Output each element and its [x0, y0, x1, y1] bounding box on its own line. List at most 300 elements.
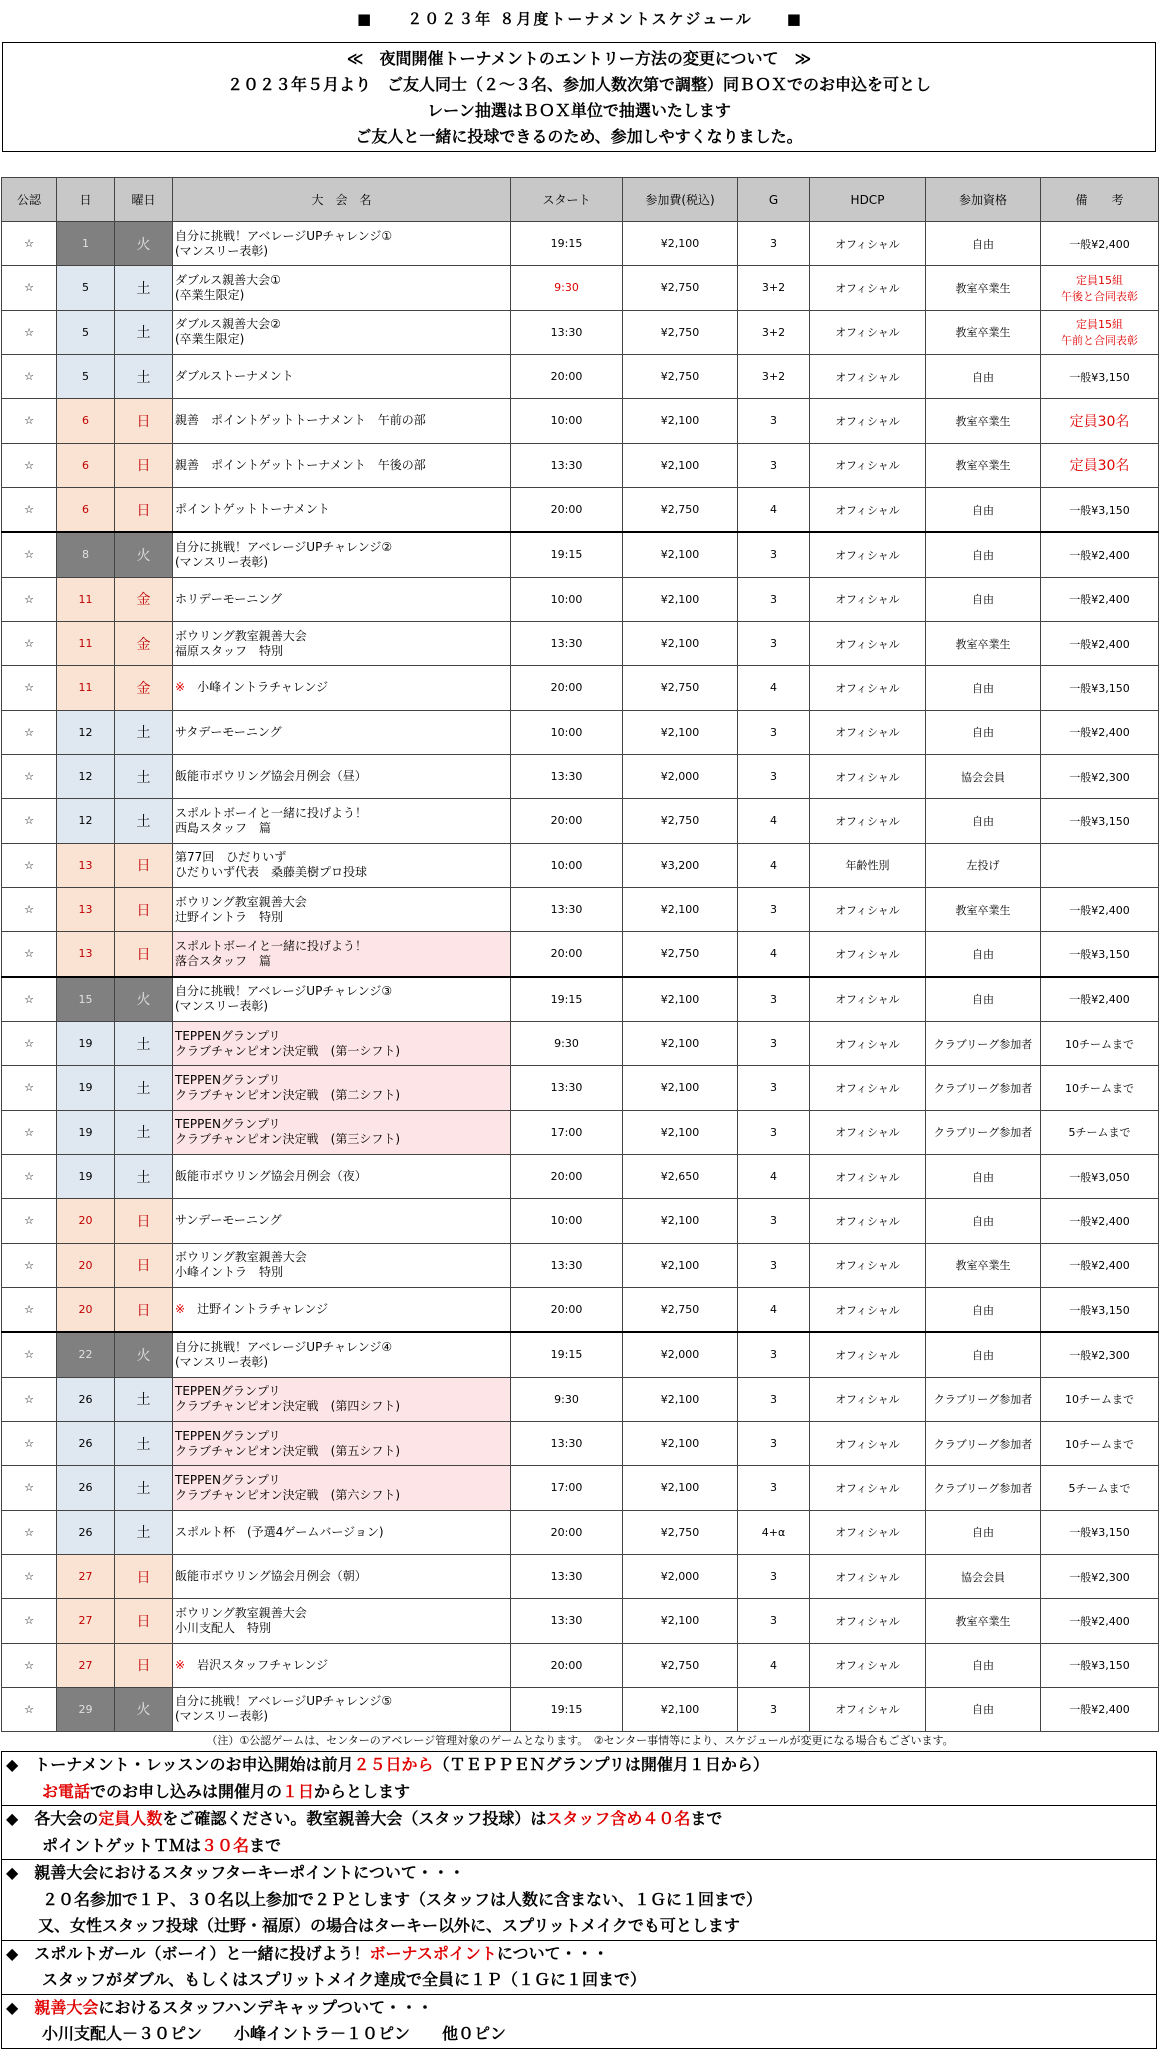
table-row — [2, 1021, 1159, 1065]
start-time-cell: 13:30 — [511, 1599, 623, 1643]
event-name-cell — [173, 1243, 511, 1287]
start-time-cell: 20:00 — [511, 1287, 623, 1332]
info-line: 又、女性スタッフ投球（辻野・福原）の場合はターキー以外に、スプリットメイクでも可とします — [38, 1916, 740, 1935]
remarks-line: 一般¥2,400 — [1069, 237, 1130, 251]
games-cell: 3 — [738, 1066, 810, 1110]
table-row — [2, 932, 1159, 977]
event-name-cell — [173, 977, 511, 1022]
remarks-line: 一般¥3,150 — [1069, 681, 1130, 695]
remarks-cell — [1041, 887, 1159, 931]
start-time-cell: 19:15 — [511, 977, 623, 1022]
event-name-text: 自分に挑戦！アベレージUPチャレンジ③ — [175, 984, 393, 999]
fee-cell: ¥3,200 — [623, 843, 738, 887]
day-cell: 19 — [57, 1066, 115, 1110]
qualification-cell: 教室卒業生 — [926, 621, 1041, 665]
event-subname-line: ひだりいず代表 桑藤美樹プロ投球 — [175, 865, 368, 880]
fee-cell: ¥2,750 — [623, 487, 738, 532]
remarks-cell — [1041, 621, 1159, 665]
qualification-cell: 自由 — [926, 932, 1041, 977]
event-name-cell — [173, 354, 511, 398]
qualification-cell: クラブリーグ参加者 — [926, 1066, 1041, 1110]
remarks-cell — [1041, 487, 1159, 532]
official-star-cell: ☆ — [2, 1687, 57, 1731]
table-row — [2, 754, 1159, 798]
event-name-line — [175, 317, 510, 332]
event-name-cell — [173, 532, 511, 577]
day-cell: 6 — [57, 399, 115, 443]
day-cell: 27 — [57, 1599, 115, 1643]
remarks-cell — [1041, 1287, 1159, 1332]
event-name-cell — [173, 1554, 511, 1598]
event-name-text: スポルト杯 (予選4ゲームバージョン) — [175, 1524, 384, 1539]
games-cell: 3 — [738, 1110, 810, 1154]
remarks-cell — [1041, 222, 1159, 266]
official-star-cell: ☆ — [2, 1377, 57, 1421]
hdcp-cell: オフィシャル — [810, 1287, 926, 1332]
start-time-cell: 20:00 — [511, 1154, 623, 1198]
hdcp-cell: オフィシャル — [810, 1687, 926, 1731]
hdcp-cell: オフィシャル — [810, 799, 926, 843]
games-cell: 3 — [738, 710, 810, 754]
info-line: 小川支配人－３０ピン 小峰イントラ－１０ピン 他０ピン — [42, 2024, 507, 2043]
weekday-cell: 土 — [115, 1377, 173, 1421]
start-time-cell: 19:15 — [511, 1332, 623, 1377]
event-name-cell — [173, 266, 511, 310]
event-subname-line: (マンスリー表彰) — [175, 1354, 269, 1369]
fee-cell: ¥2,750 — [623, 354, 738, 398]
remarks-line: 定員30名 — [1069, 413, 1130, 430]
official-star-cell: ☆ — [2, 1287, 57, 1332]
qualification-cell: 自由 — [926, 710, 1041, 754]
fee-cell: ¥2,100 — [623, 1021, 738, 1065]
info-text: （ＴＥＰＰＥＮグランプリは開催月１日から） — [433, 1755, 769, 1774]
qualification-cell: 自由 — [926, 666, 1041, 710]
note-mark: ※ — [175, 1657, 186, 1672]
remarks-line: 一般¥3,050 — [1069, 1170, 1130, 1184]
event-name-cell — [173, 710, 511, 754]
qualification-cell: 自由 — [926, 1332, 1041, 1377]
fee-cell: ¥2,100 — [623, 222, 738, 266]
start-time-cell: 10:00 — [511, 577, 623, 621]
event-name-line — [175, 1340, 510, 1355]
games-cell: 3 — [738, 1243, 810, 1287]
day-cell: 27 — [57, 1554, 115, 1598]
remarks-cell — [1041, 1421, 1159, 1465]
event-name-line — [175, 1384, 510, 1399]
header-cell: G — [738, 178, 810, 222]
fee-cell: ¥2,750 — [623, 1643, 738, 1687]
weekday-cell: 日 — [115, 843, 173, 887]
event-name-cell — [173, 1643, 511, 1687]
qualification-cell: 教室卒業生 — [926, 1599, 1041, 1643]
official-star-cell: ☆ — [2, 1021, 57, 1065]
table-row — [2, 577, 1159, 621]
day-cell: 26 — [57, 1421, 115, 1465]
games-cell: 3 — [738, 887, 810, 931]
event-name-line — [175, 540, 510, 555]
event-name-line — [175, 1473, 510, 1488]
games-cell: 3 — [738, 754, 810, 798]
qualification-cell: 協会会員 — [926, 754, 1041, 798]
games-cell: 4 — [738, 799, 810, 843]
table-row — [2, 710, 1159, 754]
info-highlight: 定員人数 — [98, 1809, 163, 1828]
note-mark: ※ — [175, 680, 186, 695]
table-row — [2, 310, 1159, 354]
official-star-cell: ☆ — [2, 666, 57, 710]
remarks-line: 一般¥3,150 — [1069, 814, 1130, 828]
hdcp-cell: オフィシャル — [810, 399, 926, 443]
official-star-cell: ☆ — [2, 1510, 57, 1554]
notice-line: ≪ 夜間開催トーナメントのエントリー方法の変更について ≫ — [346, 49, 812, 68]
official-star-cell: ☆ — [2, 710, 57, 754]
remarks-line: 一般¥2,400 — [1069, 1614, 1130, 1628]
day-cell: 12 — [57, 799, 115, 843]
weekday-cell: 土 — [115, 354, 173, 398]
event-name-line — [175, 895, 510, 910]
info-text: ◆ スポルトガール（ボーイ）と一緒に投げよう！ — [6, 1943, 370, 1963]
table-row — [2, 621, 1159, 665]
event-name-text: TEPPENグランプリ — [175, 1384, 281, 1399]
event-name-cell — [173, 1466, 511, 1510]
fee-cell: ¥2,650 — [623, 1154, 738, 1198]
fee-cell: ¥2,100 — [623, 1599, 738, 1643]
info-text: におけるスタッフハンデキャップついて・・・ — [98, 1997, 434, 2017]
remarks-cell — [1041, 1021, 1159, 1065]
start-time-cell: 20:00 — [511, 1643, 623, 1687]
event-name-text: スポルトボーイと一緒に投げよう！ — [175, 805, 368, 820]
info-highlight: 親善大会 — [34, 1997, 99, 2017]
remarks-line: 一般¥2,400 — [1069, 993, 1130, 1007]
event-subname-line: (マンスリー表彰) — [175, 243, 269, 258]
event-name-line — [175, 1117, 510, 1132]
remarks-cell — [1041, 1154, 1159, 1198]
games-cell: 3 — [738, 1554, 810, 1598]
remarks-cell — [1041, 932, 1159, 977]
start-time-cell: 20:00 — [511, 932, 623, 977]
remarks-line: 定員15組 — [1076, 318, 1123, 332]
remarks-cell — [1041, 1377, 1159, 1421]
remarks-line: 一般¥2,400 — [1069, 1703, 1130, 1717]
start-time-cell: 19:15 — [511, 532, 623, 577]
remarks-line: 10チームまで — [1065, 1081, 1134, 1095]
event-name-cell — [173, 799, 511, 843]
start-time-cell: 13:30 — [511, 1554, 623, 1598]
games-cell: 3 — [738, 1687, 810, 1731]
official-star-cell: ☆ — [2, 843, 57, 887]
day-cell: 13 — [57, 843, 115, 887]
event-name-text: ホリデーモーニング — [175, 591, 283, 606]
official-star-cell: ☆ — [2, 1421, 57, 1465]
info-text: まで — [690, 1809, 723, 1828]
note-mark: ※ — [175, 1302, 186, 1317]
hdcp-cell: オフィシャル — [810, 1243, 926, 1287]
hdcp-cell: オフィシャル — [810, 577, 926, 621]
weekday-cell: 金 — [115, 621, 173, 665]
fee-cell: ¥2,100 — [623, 532, 738, 577]
header-cell: 参加費(税込) — [623, 178, 738, 222]
weekday-cell: 土 — [115, 1066, 173, 1110]
day-cell: 22 — [57, 1332, 115, 1377]
hdcp-cell: オフィシャル — [810, 1643, 926, 1687]
info-text: ◆ トーナメント・レッスンのお申込開始は前月 — [6, 1755, 354, 1774]
info-block-turkey — [1, 1859, 1157, 1940]
start-time-cell: 13:30 — [511, 887, 623, 931]
event-name-text: 自分に挑戦！アベレージUPチャレンジ① — [175, 228, 393, 243]
qualification-cell: クラブリーグ参加者 — [926, 1110, 1041, 1154]
start-time-cell: 10:00 — [511, 710, 623, 754]
day-cell: 11 — [57, 621, 115, 665]
table-row — [2, 487, 1159, 532]
event-name-text: TEPPENグランプリ — [175, 1028, 281, 1043]
remarks-line: 一般¥3,150 — [1069, 1659, 1130, 1673]
hdcp-cell: オフィシャル — [810, 1466, 926, 1510]
day-cell: 6 — [57, 443, 115, 487]
table-row — [2, 222, 1159, 266]
qualification-cell: 協会会員 — [926, 1554, 1041, 1598]
info-highlight: スタッフ含め４０名 — [546, 1809, 691, 1828]
qualification-cell: 教室卒業生 — [926, 1243, 1041, 1287]
info-block-handicap — [1, 1994, 1157, 2049]
hdcp-cell: オフィシャル — [810, 977, 926, 1022]
official-star-cell: ☆ — [2, 754, 57, 798]
games-cell: 3 — [738, 1199, 810, 1243]
table-row — [2, 977, 1159, 1022]
event-name-line — [175, 1250, 510, 1265]
fee-cell: ¥2,100 — [623, 1066, 738, 1110]
remarks-line: 一般¥3,150 — [1069, 370, 1130, 384]
table-row — [2, 1421, 1159, 1465]
info-highlight: ボーナスポイント — [369, 1943, 497, 1963]
fee-cell: ¥2,100 — [623, 887, 738, 931]
info-text: ◆ 各大会の — [6, 1809, 99, 1828]
day-cell: 6 — [57, 487, 115, 532]
hdcp-cell: オフィシャル — [810, 754, 926, 798]
event-name-line — [175, 592, 510, 607]
table-row — [2, 1643, 1159, 1687]
remarks-cell — [1041, 1110, 1159, 1154]
official-star-cell: ☆ — [2, 1332, 57, 1377]
weekday-cell: 火 — [115, 1687, 173, 1731]
header-cell: 大 会 名 — [173, 178, 511, 222]
event-name-cell — [173, 754, 511, 798]
day-cell: 15 — [57, 977, 115, 1022]
fee-cell: ¥2,750 — [623, 1510, 738, 1554]
event-name-cell — [173, 1687, 511, 1731]
hdcp-cell: オフィシャル — [810, 1510, 926, 1554]
notice-line: ご友人と一緒に投球できるのため、参加しやすくなりました。 — [355, 127, 803, 146]
info-line: ２０名参加で１Ｐ、３０名以上参加で２Ｐとします（スタッフは人数に含まない、１Ｇに１回まで） — [42, 1889, 763, 1909]
event-subname-line: クラブチャンピオン決定戦 (第五シフト) — [175, 1443, 401, 1458]
weekday-cell: 日 — [115, 1199, 173, 1243]
remarks-cell — [1041, 843, 1159, 887]
games-cell: 4 — [738, 843, 810, 887]
notice-line: ２０２３年５月より ご友人同士（２～３名、参加人数次第で調整）同ＢＯＸでのお申込を可とし — [226, 75, 931, 94]
day-cell: 5 — [57, 354, 115, 398]
event-name-line — [175, 1169, 510, 1184]
weekday-cell: 日 — [115, 1599, 173, 1643]
event-name-cell — [173, 843, 511, 887]
event-name-line — [175, 502, 510, 517]
games-cell: 3 — [738, 222, 810, 266]
official-star-cell: ☆ — [2, 932, 57, 977]
hdcp-cell: オフィシャル — [810, 710, 926, 754]
official-star-cell: ☆ — [2, 1643, 57, 1687]
remarks-cell — [1041, 1643, 1159, 1687]
remarks-cell — [1041, 1332, 1159, 1377]
event-name-text: ダブルス親善大会① — [175, 272, 281, 287]
event-name-text: 飯能市ボウリング協会月例会（昼） — [175, 769, 367, 784]
games-cell: 4 — [738, 1287, 810, 1332]
weekday-cell: 火 — [115, 977, 173, 1022]
start-time-cell: 10:00 — [511, 1199, 623, 1243]
remarks-line: 一般¥2,400 — [1069, 548, 1130, 562]
weekday-cell: 日 — [115, 1643, 173, 1687]
weekday-cell: 土 — [115, 1021, 173, 1065]
info-block-bonus — [1, 1940, 1157, 1994]
weekday-cell: 土 — [115, 799, 173, 843]
weekday-cell: 火 — [115, 1332, 173, 1377]
games-cell: 3 — [738, 977, 810, 1022]
start-time-cell: 9:30 — [511, 1021, 623, 1065]
event-name-text: ボウリング教室親善大会 — [175, 628, 307, 643]
games-cell: 3 — [738, 621, 810, 665]
entry-notice — [2, 42, 1156, 152]
event-name-text: TEPPENグランプリ — [175, 1072, 281, 1087]
remarks-line: 5チームまで — [1068, 1481, 1131, 1495]
table-row — [2, 399, 1159, 443]
event-name-text: 自分に挑戦！アベレージUPチャレンジ④ — [175, 1339, 393, 1354]
remarks-line: 10チームまで — [1065, 1393, 1134, 1407]
fee-cell: ¥2,750 — [623, 932, 738, 977]
remarks-line: 一般¥2,400 — [1069, 726, 1130, 740]
remarks-line: 一般¥2,400 — [1069, 903, 1130, 917]
event-name-cell — [173, 666, 511, 710]
event-name-line — [175, 413, 510, 428]
games-cell: 3 — [738, 399, 810, 443]
start-time-cell: 13:30 — [511, 1066, 623, 1110]
start-time-cell: 20:00 — [511, 354, 623, 398]
event-name-line — [175, 1606, 510, 1621]
remarks-cell — [1041, 1554, 1159, 1598]
event-subname-line: (マンスリー表彰) — [175, 1709, 269, 1724]
info-highlight: １日 — [282, 1781, 315, 1801]
event-name-cell — [173, 1066, 511, 1110]
event-name-cell — [173, 1154, 511, 1198]
start-time-cell: 10:00 — [511, 843, 623, 887]
hdcp-cell: オフィシャル — [810, 354, 926, 398]
table-row — [2, 1377, 1159, 1421]
header-cell: 参加資格 — [926, 178, 1041, 222]
day-cell: 8 — [57, 532, 115, 577]
fee-cell: ¥2,750 — [623, 310, 738, 354]
event-name-line — [175, 806, 510, 821]
hdcp-cell: オフィシャル — [810, 1021, 926, 1065]
event-name-cell — [173, 1377, 511, 1421]
table-row — [2, 1554, 1159, 1598]
official-star-cell: ☆ — [2, 1066, 57, 1110]
remarks-cell — [1041, 710, 1159, 754]
event-name-line — [175, 680, 510, 695]
schedule-table — [1, 177, 1159, 1732]
official-star-cell: ☆ — [2, 799, 57, 843]
fee-cell: ¥2,100 — [623, 621, 738, 665]
official-star-cell: ☆ — [2, 887, 57, 931]
fee-cell: ¥2,000 — [623, 1332, 738, 1377]
start-time-cell: 20:00 — [511, 1510, 623, 1554]
event-subname-line: クラブチャンピオン決定戦 (第三シフト) — [175, 1132, 401, 1147]
info-box — [1, 1751, 1157, 2049]
table-row — [2, 843, 1159, 887]
info-highlight: ２５日から — [353, 1755, 434, 1774]
table-row — [2, 666, 1159, 710]
weekday-cell: 金 — [115, 666, 173, 710]
games-cell: 4 — [738, 1154, 810, 1198]
table-row — [2, 1154, 1159, 1198]
qualification-cell: 自由 — [926, 977, 1041, 1022]
day-cell: 26 — [57, 1377, 115, 1421]
hdcp-cell: オフィシャル — [810, 1154, 926, 1198]
qualification-cell: クラブリーグ参加者 — [926, 1466, 1041, 1510]
remarks-line: 一般¥3,150 — [1069, 1303, 1130, 1317]
info-line: ◆ 親善大会におけるスタッフターキーポイントについて・・・ — [6, 1863, 465, 1882]
event-name-cell — [173, 222, 511, 266]
event-subname-line: クラブチャンピオン決定戦 (第二シフト) — [175, 1087, 401, 1102]
event-name-text: スポルトボーイと一緒に投げよう！ — [175, 938, 368, 953]
remarks-line: 一般¥2,300 — [1069, 770, 1130, 784]
games-cell: 3 — [738, 1466, 810, 1510]
weekday-cell: 金 — [115, 577, 173, 621]
start-time-cell: 13:30 — [511, 621, 623, 665]
event-name-line — [175, 984, 510, 999]
remarks-cell — [1041, 799, 1159, 843]
qualification-cell: 教室卒業生 — [926, 266, 1041, 310]
fee-cell: ¥2,100 — [623, 399, 738, 443]
remarks-cell — [1041, 1199, 1159, 1243]
qualification-cell: 自由 — [926, 487, 1041, 532]
start-time-cell: 13:30 — [511, 1421, 623, 1465]
hdcp-cell: オフィシャル — [810, 1199, 926, 1243]
hdcp-cell: 年齢性別 — [810, 843, 926, 887]
qualification-cell: 自由 — [926, 1510, 1041, 1554]
table-row — [2, 443, 1159, 487]
remarks-cell — [1041, 1510, 1159, 1554]
hdcp-cell: オフィシャル — [810, 1377, 926, 1421]
remarks-line: 一般¥3,150 — [1069, 503, 1130, 517]
info-text: をご確認ください。教室親善大会（スタッフ投球）は — [162, 1809, 547, 1828]
qualification-cell: 自由 — [926, 222, 1041, 266]
event-name-cell — [173, 1021, 511, 1065]
event-name-text: ダブルストーナメント — [175, 369, 294, 384]
remarks-line: 定員15組 — [1076, 273, 1123, 287]
qualification-cell: 左投げ — [926, 843, 1041, 887]
qualification-cell: 自由 — [926, 799, 1041, 843]
table-row — [2, 1466, 1159, 1510]
games-cell: 3 — [738, 1332, 810, 1377]
fee-cell: ¥2,750 — [623, 666, 738, 710]
fee-cell: ¥2,000 — [623, 754, 738, 798]
info-text: でのお申し込みは開催月の — [90, 1781, 283, 1801]
games-cell: 3+2 — [738, 310, 810, 354]
info-line — [2, 1806, 1156, 1833]
remarks-cell — [1041, 443, 1159, 487]
fee-cell: ¥2,100 — [623, 1687, 738, 1731]
fee-cell: ¥2,100 — [623, 977, 738, 1022]
event-name-line — [175, 939, 510, 954]
official-star-cell: ☆ — [2, 977, 57, 1022]
start-time-cell: 13:30 — [511, 754, 623, 798]
event-name-line — [175, 850, 510, 865]
